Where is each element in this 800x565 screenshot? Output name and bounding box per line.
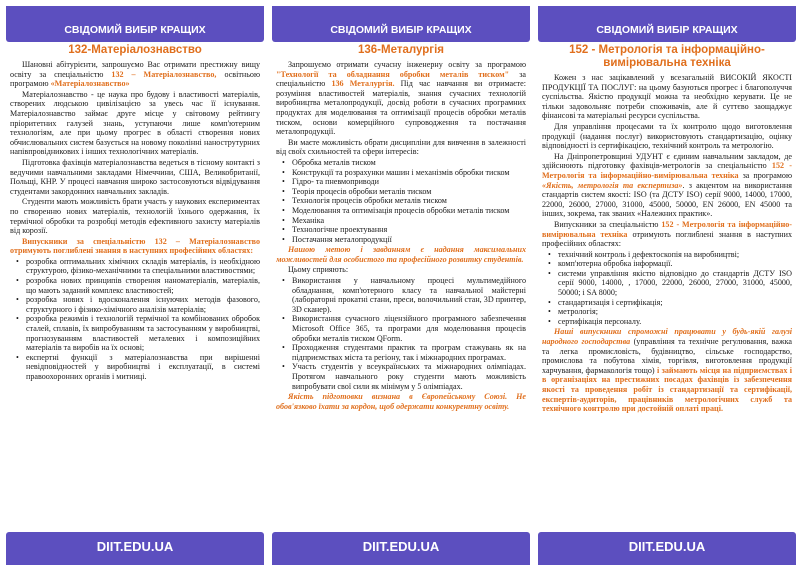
list-item: • розробка нових принципів створення наноматеріалів, матеріалів, що мають заданий комплекс властивостей;	[20, 276, 260, 295]
list-item: • розробка оптимальних хімічних складів матеріалів, із необхідною структурою, фізико-механічними та спеціальними властивостями;	[20, 257, 260, 276]
paragraph: Кожен з нас зацікавлений у всезагальній ВИСОКІЙ ЯКОСТІ ПРОДУКЦІЇ ТА ПОСЛУГ: на цьому базуються прогрес і благополуччя суспільства. Якістю продукції можна та необхідно керувати. Це не тільки задовольняє потреби споживачів, але й суттєво заощаджує фінансові та матеріальні ресурси суспільства.	[542, 73, 792, 121]
website-link[interactable]: DIIT.EDU.UA	[6, 532, 264, 565]
list-item: • експертні функції з матеріалознавства при вирішенні невідповідностей у виробництві і експлуатації, в системі правоохоронних органів і митниці.	[20, 353, 260, 382]
paragraph: Наші випускники спроможні працювати у будь-якій галузі народного господарства (управління та технічне регулювання, важка та легка промисловість, будівництво, сільське господарство, промислова та побутова хімія, торгівля, виготовлення продукції харчування, фармакологія тощо) і займають місця на підприємствах і в організаціях на престижних посадах фахівців із забезпечення якості та проведення робіт із стандартизації та сертифікації, експертів-аудиторів, працівників метрологічних служб та технічного контролю при достойній оплаті праці.	[542, 327, 792, 414]
section-title: 132-Матеріалознавство	[68, 44, 202, 56]
column-body	[542, 44, 792, 527]
list-item: • Використання сучасного ліцензійного програмного забезпечення Microsoft Office 365, та програми для моделювання процесів обробки металів тиском QForm.	[286, 314, 526, 343]
highlight-paragraph: Випускники за спеціальністю 132 – Матеріалознавство отримують поглиблені знання в наступних професійних областях:	[10, 236, 260, 256]
column-body	[10, 44, 260, 527]
list-item: • Теорія процесів обробки металів тиском	[286, 187, 526, 197]
column-materials	[6, 0, 264, 565]
column-metallurgy	[272, 0, 530, 565]
bullet-list	[542, 250, 792, 327]
section-title: 136-Металургія	[358, 44, 444, 56]
list-item: • Обробка металів тиском	[286, 158, 526, 168]
list-item: • Постачання металопродукції	[286, 235, 526, 245]
intro-paragraph: Запрошуємо отримати сучасну інженерну освіту за програмою "Технології та обладнання обробки металів тиском" за спеціальністю 136 Металургія. Під час навчання ви отримаєте: розуміння властивостей матеріалів, знання сучасних технологій виробництва металопродукції, досвід роботи в сучасних програмних продуктах для моделювання та оптимізації процесів обробки металів тиском, основи комерційного супроводження та постачання металопродукції.	[276, 60, 526, 137]
list-item: • Конструкції та розрахунки машин і механізмів обробки тиском	[286, 168, 526, 178]
list-item: • Технологія процесів обробки металів тиском	[286, 196, 526, 206]
list-item: • розробка режимів і технологій термічної та комбінованих обробок сталей, сплавів, їх випробуванням та застосуванням у виробництві, прогнозуванням властивостей металевих і композиційних матеріалів та виробів на їх основі;	[20, 314, 260, 352]
bullet-list	[276, 276, 526, 391]
paragraph: Цьому сприяють:	[288, 265, 349, 275]
highlight-paragraph: Якість підготовки визнана в Європейському Союзі. Не обов'язково їхати за кордон, щоб одержати конкурентну освіту.	[276, 392, 526, 411]
website-link[interactable]: DIIT.EDU.UA	[538, 532, 796, 565]
list-item: • Моделювання та оптимізація процесів обробки металів тиском	[286, 206, 526, 216]
list-item: • сертифікація персоналу.	[552, 317, 792, 327]
column-header: СВІДОМИЙ ВИБІР КРАЩИХ	[272, 6, 530, 42]
list-item: • Участь студентів у всеукраїнських та міжнародних олімпіадах. Протягом навчального року студенти мають можливість випробувати свої сили як мінімум у 5 олімпіадах.	[286, 362, 526, 391]
bullet-list	[10, 257, 260, 382]
column-body	[276, 44, 526, 527]
list-item: • Гідро- та пневмоприводи	[286, 177, 526, 187]
list-item: • стандартизація і сертифікація;	[552, 298, 792, 308]
website-link[interactable]: DIIT.EDU.UA	[272, 532, 530, 565]
list-item: • розробка нових і вдосконалення існуючих методів фазового, структурного і фізико-хімічного аналізів матеріалів;	[20, 295, 260, 314]
paragraph: Випускники за спеціальністю 152 - Метрологія та інформаційно-вимірювальна техніка отримують поглиблені знання в наступних професійних областях:	[542, 219, 792, 249]
list-item: • Використання у навчальному процесі мультимедійного обладнання, комп'ютерного класу та навчальної майстерні (лабораторні прокатні стани, преси, волочильний стан, 3D принтер, 3D сканер).	[286, 276, 526, 314]
paragraph: Студенти мають можливість брати участь у наукових експериментах по створенню нових матеріалів, технологій їхнього одержання, їх термічної обробки та розробці методів ефективного захисту матеріалів від корозії.	[10, 197, 260, 236]
paragraph: Матеріалознавство - це наука про будову і властивості матеріалів, створених людською цивілізацією за увесь час її існування. Матеріалознавство займає друге місце у світовому рейтингу пріоритетних галузей знань, уступаючи лише комп'ютерним технологіям, але при цьому прогрес в області створення нових обчислювальних систем базується на новому поколінні нанострутурних напівпровідникових і інших технологічних матеріалів.	[10, 89, 260, 157]
paragraph: На Дніпропетровщині УДУНТ є єдиним навчальним закладом, де здійснюють підготовку фахівців-метрологів за спеціальністю 152 - Метрологія та інформаційно-вимірювальна техніка за програмою «Якість, метрологія та експертиза». з акцентом на використання стандартів систем якості: ISO (та ДСТУ ISO) серії 9000, 14000, 17000, 22000, 26000, 27000, 31000, 45000, 50000, EN 26000, EN 45000 та інших, зокрема, так званих «Належних практик».	[542, 151, 792, 219]
highlight-paragraph: Нашою метою і завданням є надання максимальних можливостей для особистого та професійного розвитку студентів.	[276, 245, 526, 264]
list-item: • Проходження студентами практик та програм стажувань як на підприємствах міста та регіону, так і міжнародних програмах.	[286, 343, 526, 362]
bullet-list	[276, 158, 526, 244]
list-item: • метрологія;	[552, 307, 792, 317]
column-header: СВІДОМИЙ ВИБІР КРАЩИХ	[538, 6, 796, 42]
column-metrology	[538, 0, 796, 565]
section-title: 152 - Метрологія та інформаційно-вимірювальна техніка	[569, 44, 765, 69]
column-header: СВІДОМИЙ ВИБІР КРАЩИХ	[6, 6, 264, 42]
paragraph: Підготовка фахівців матеріалознавства ведеться в тісному контакті з ведучими навчальними закладами Німеччини, США, Великобританії, Польщі, КНР. У процесі навчання широко застосовуються відвідування студентами закордонних навчальних закладів.	[10, 157, 260, 196]
list-item: • комп'ютерна обробка інформації.	[552, 259, 792, 269]
list-item: • Механіка	[286, 216, 526, 226]
intro-paragraph: Шановні абітурієнти, запрошуємо Вас отримати престижну вищу освіту за спеціальністю 132 – Матеріалознавство, освітньою програмою «Матеріалознавство»	[10, 60, 260, 89]
list-item: • Технологічне проектування	[286, 225, 526, 235]
list-item: • системи управління якістю відповідно до стандартів ДСТУ ISO серії 9000, 14000, , 17000, 22000, 26000, 27000, 31000, 45000, 50000; і SA 8000;	[552, 269, 792, 298]
paragraph: Ви маєте можливість обрати дисципліни для вивчення в залежності від своїх схильностей та сфери інтересів:	[276, 137, 526, 157]
list-item: • технічний контроль і дефектоскопія на виробництві;	[552, 250, 792, 260]
paragraph: Для управління процесами та їх контролю щодо виготовлення продукції (надання послуг) використовують стандартизацію, оцінку відповідності із сертифікацією, технічний контроль та метрологію.	[542, 121, 792, 151]
